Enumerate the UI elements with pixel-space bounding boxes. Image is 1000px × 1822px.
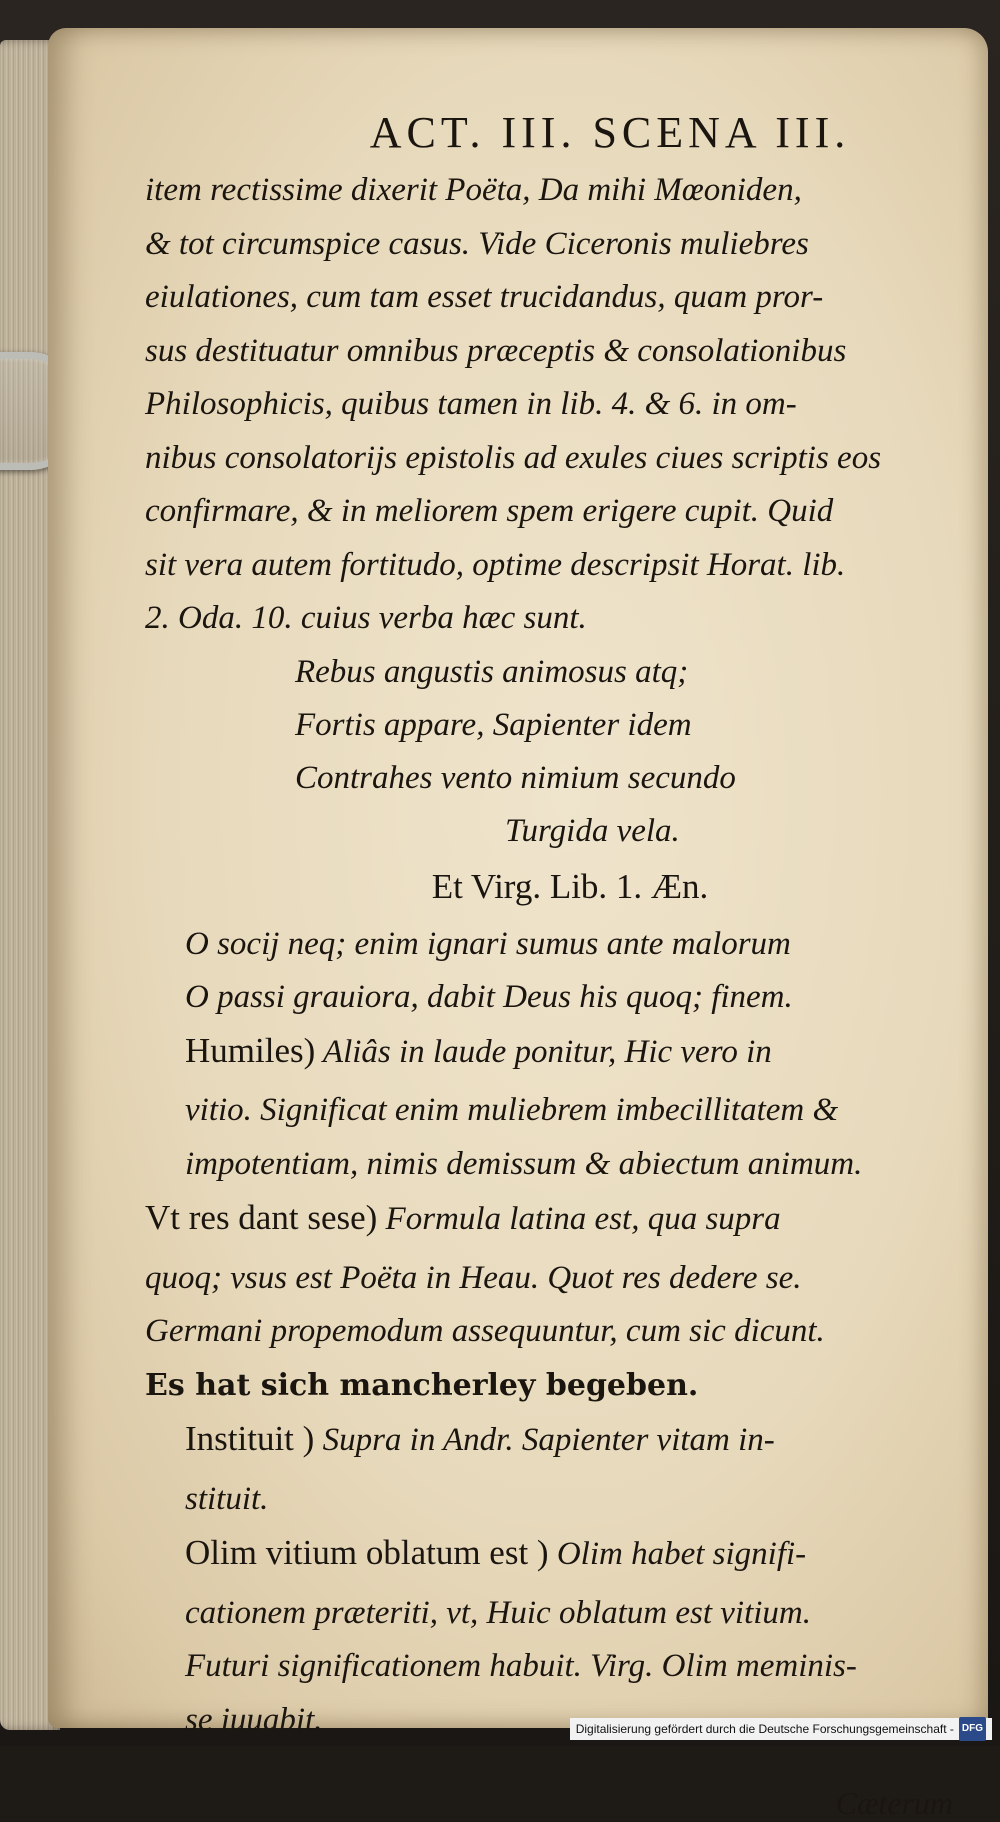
gloss: Formula latina est, qua supra	[377, 1201, 781, 1237]
text-line: sit vera autem fortitudo, optime descripsit Horat. lib.	[145, 546, 846, 583]
gloss-line: Germani propemodum assequuntur, cum sic dicunt.	[145, 1313, 825, 1349]
entry-vt-res	[145, 1191, 965, 1412]
verse-line: Rebus angustis animosus atq;	[295, 653, 689, 690]
gloss-line: impotentiam, nimis demissum & abiectum animum.	[185, 1145, 863, 1182]
footer-text: Digitalisierung gefördert durch die Deutsche Forschungsgemeinschaft -	[575, 1722, 954, 1736]
entry-instituit	[145, 1412, 965, 1526]
entry-olim	[145, 1526, 965, 1747]
lemma: Vt res dant sese)	[145, 1198, 378, 1237]
text-line: nibus consolatorijs epistolis ad exules ciues scriptis eos	[145, 439, 882, 476]
verse-line: O passi grauiora, dabit Deus his quoq; finem.	[185, 978, 793, 1015]
text-line: Philosophicis, quibus tamen in lib. 4. & 6. in om-	[145, 386, 797, 422]
gloss-line: quoq; vsus est Poëta in Heau. Quot res dedere se.	[145, 1259, 802, 1296]
gloss-line: stituit.	[185, 1480, 269, 1517]
text-line: item rectissime dixerit Poëta, Da mihi Mœoniden,	[145, 172, 802, 208]
german-gloss: Es hat sich mancherley begeben.	[145, 1367, 699, 1403]
page-text-block	[145, 108, 965, 1822]
entry-humiles	[145, 1024, 965, 1192]
catchword: Cæterum	[835, 1785, 953, 1821]
text-line: sus destituatur omnibus præceptis & consolationibus	[145, 332, 847, 369]
verse-line: Fortis appare, Sapienter idem	[295, 706, 692, 743]
gloss: Supra in Andr. Sapienter vitam in-	[314, 1422, 775, 1458]
running-header: ACT. III. SCENA III.	[369, 108, 851, 157]
text-line: eiulationes, cum tam esset trucidandus, quam pror-	[145, 279, 824, 315]
commentary-paragraph	[145, 164, 965, 646]
lemma: Humiles)	[185, 1030, 316, 1070]
digitization-footer	[570, 1718, 992, 1740]
gloss-line: Futuri significationem habuit. Virg. Olim meminis-	[185, 1648, 857, 1684]
gloss-line: vitio. Significat enim muliebrem imbecillitatem &	[185, 1092, 839, 1128]
gloss: Aliâs in laude ponitur, Hic vero in	[315, 1033, 772, 1070]
verse-line: Turgida vela.	[505, 812, 680, 849]
gloss-line: se iuuabit.	[185, 1701, 323, 1738]
gloss-line: cationem præteriti, vt, Huic oblatum est vitium.	[185, 1594, 812, 1631]
virgil-subheading: Et Virg. Lib. 1. Æn.	[431, 866, 709, 906]
verse-line: Contrahes vento nimium secundo	[295, 759, 736, 796]
text-line: confirmare, & in meliorem spem erigere cupit. Quid	[145, 493, 834, 529]
gloss: Olim habet signifi-	[548, 1536, 807, 1572]
lemma: Olim vitium oblatum est )	[185, 1533, 549, 1572]
horace-verse	[145, 646, 965, 858]
dfg-logo-icon: DFG	[959, 1717, 986, 1741]
virgil-verse	[145, 918, 965, 1024]
verse-line: O socij neq; enim ignari sumus ante malorum	[185, 925, 791, 962]
lemma: Instituit )	[185, 1419, 315, 1458]
text-line: 2. Oda. 10. cuius verba hæc sunt.	[145, 600, 587, 636]
text-line: & tot circumspice casus. Vide Ciceronis muliebres	[145, 225, 809, 262]
